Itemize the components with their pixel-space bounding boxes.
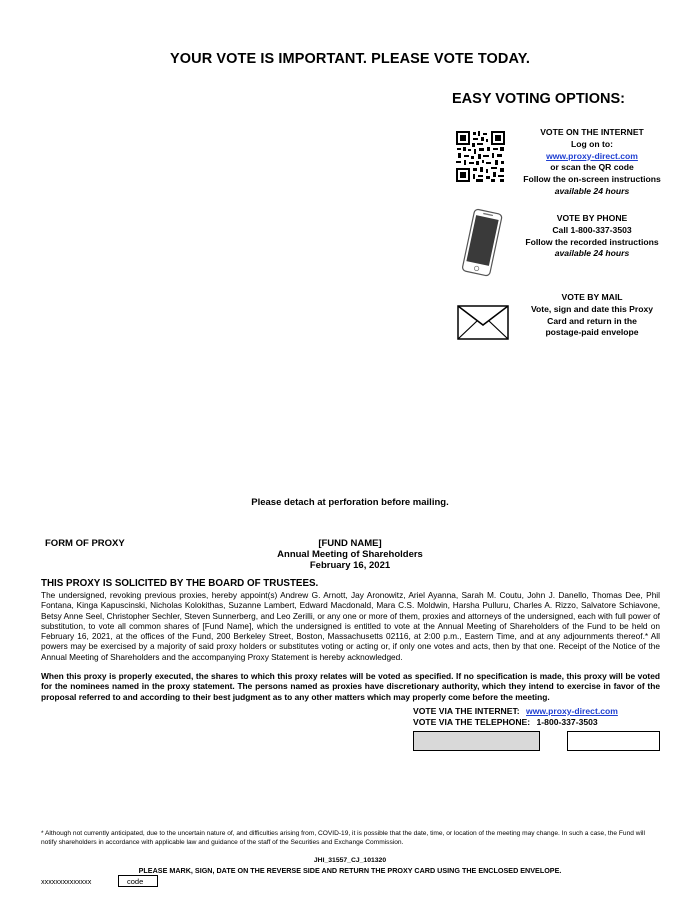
control-number-placeholder: xxxxxxxxxxxxxx [41, 877, 92, 886]
security-code-box[interactable] [567, 731, 660, 751]
detach-note: Please detach at perforation before mailing. [251, 497, 449, 508]
envelope-icon [457, 305, 509, 340]
appointment-paragraph: The undersigned, revoking previous proxies, hereby appoint(s) Andrew G. Arnott, Jay Aronowitz, Ariel Ayanna, Sarah M. Coutu, John J. Danello, Thomas Dee, Phil Fontana, Kinga Kapuscinski, Nicholas Kolokithas, Suzanne Lambert, Edward Macdonald, Mara C.S. Moldwin, Harsha Pulluru, Charles A. Rizzo, Salvatore Schiavone, Betsy Anne Seel, Christopher Sechler, Steven Sunnerberg, and Leo Zerilli, or any one or more of them, proxies and attorneys of the undersigned, each with full power of substitution, to vote all common shares of [Fund Name], which the undersigned is entitled to vote at the Annual Meeting of Shareholders of the Fund to be held on February 16, 2021, at the offices of the Fund, 200 Berkeley Street, Boston, Massachusetts 02116, at 2:00 p.m., Eastern Time, and at any adjournments thereof.* All powers may be exercised by a majority of said proxy holders or substitutes voting or acting or, if only one votes and acts, then by that one. Receipt of the Notice of the Annual Meeting of Shareholders and the accompanying Proxy Statement is hereby acknowledged. [41, 590, 660, 662]
headline: YOUR VOTE IS IMPORTANT. PLEASE VOTE TODAY. [169, 51, 531, 67]
phone-line2: Follow the recorded instructions [525, 236, 659, 247]
smartphone-icon [458, 208, 506, 278]
vote-internet-label: VOTE VIA THE INTERNET: [413, 706, 520, 716]
solicitation-heading: THIS PROXY IS SOLICITED BY THE BOARD OF TRUSTEES. [41, 578, 319, 589]
control-number-box[interactable] [413, 731, 540, 751]
mail-line1: Vote, sign and date this Proxy [530, 303, 654, 314]
phone-line1: Call 1-800-337-3503 [552, 224, 632, 235]
form-of-proxy-label: FORM OF PROXY [45, 538, 125, 549]
internet-title: VOTE ON THE INTERNET [540, 127, 644, 137]
internet-availability: available 24 hours [554, 185, 630, 196]
job-code: JHI_31557_CJ_101320 [313, 857, 387, 864]
phone-availability: available 24 hours [554, 248, 630, 259]
easy-voting-heading: EASY VOTING OPTIONS: [452, 91, 625, 107]
meeting-date: February 16, 2021 [309, 560, 391, 571]
vote-phone-line [413, 717, 598, 727]
vote-phone-number: 1-800-337-3503 [536, 717, 598, 727]
vote-internet-link[interactable]: www.proxy-direct.com [526, 706, 618, 716]
meeting-title: Annual Meeting of Shareholders [277, 549, 423, 560]
mail-line2: Card and return in the [547, 315, 637, 326]
vote-phone-label: VOTE VIA THE TELEPHONE: [413, 717, 531, 727]
code-box: code [118, 875, 158, 887]
phone-option [520, 213, 664, 260]
internet-option [520, 127, 664, 198]
internet-url-link[interactable]: www.proxy-direct.com [546, 150, 638, 161]
covid-footnote: * Although not currently anticipated, due to the uncertain nature of, and difficulties arising from, COVID-19, it is possible that the date, time, or location of the meeting may change. In such a case, the Fund will notify shareholders in accordance with applicable law and guidance of the staff of the Securities and Exchange Commission. [41, 830, 645, 846]
meeting-heading [200, 538, 500, 571]
phone-title: VOTE BY PHONE [556, 213, 628, 223]
internet-line3: or scan the QR code [550, 162, 634, 173]
internet-line1: Log on to: [571, 138, 613, 149]
internet-line4: Follow the on-screen instructions [523, 174, 661, 185]
qr-code-icon [456, 131, 505, 182]
vote-internet-line [413, 706, 618, 716]
fund-name: [FUND NAME] [318, 538, 382, 549]
mail-line3: postage-paid envelope [545, 327, 639, 338]
mail-title: VOTE BY MAIL [561, 292, 623, 302]
execution-paragraph: When this proxy is properly executed, the shares to which this proxy relates will be voted as specified. If no specification is made, this proxy will be voted for the nominees named in the proxy statement. The persons named as proxies have discretionary authority, which they intend to exercise in favor of the proposal referred to and according to their best judgment as to any other matters which may properly come before the meeting. [41, 671, 660, 702]
return-instructions: PLEASE MARK, SIGN, DATE ON THE REVERSE SIDE AND RETURN THE PROXY CARD USING THE ENCLOSED ENVELOPE. [138, 866, 562, 875]
mail-option [520, 292, 664, 339]
